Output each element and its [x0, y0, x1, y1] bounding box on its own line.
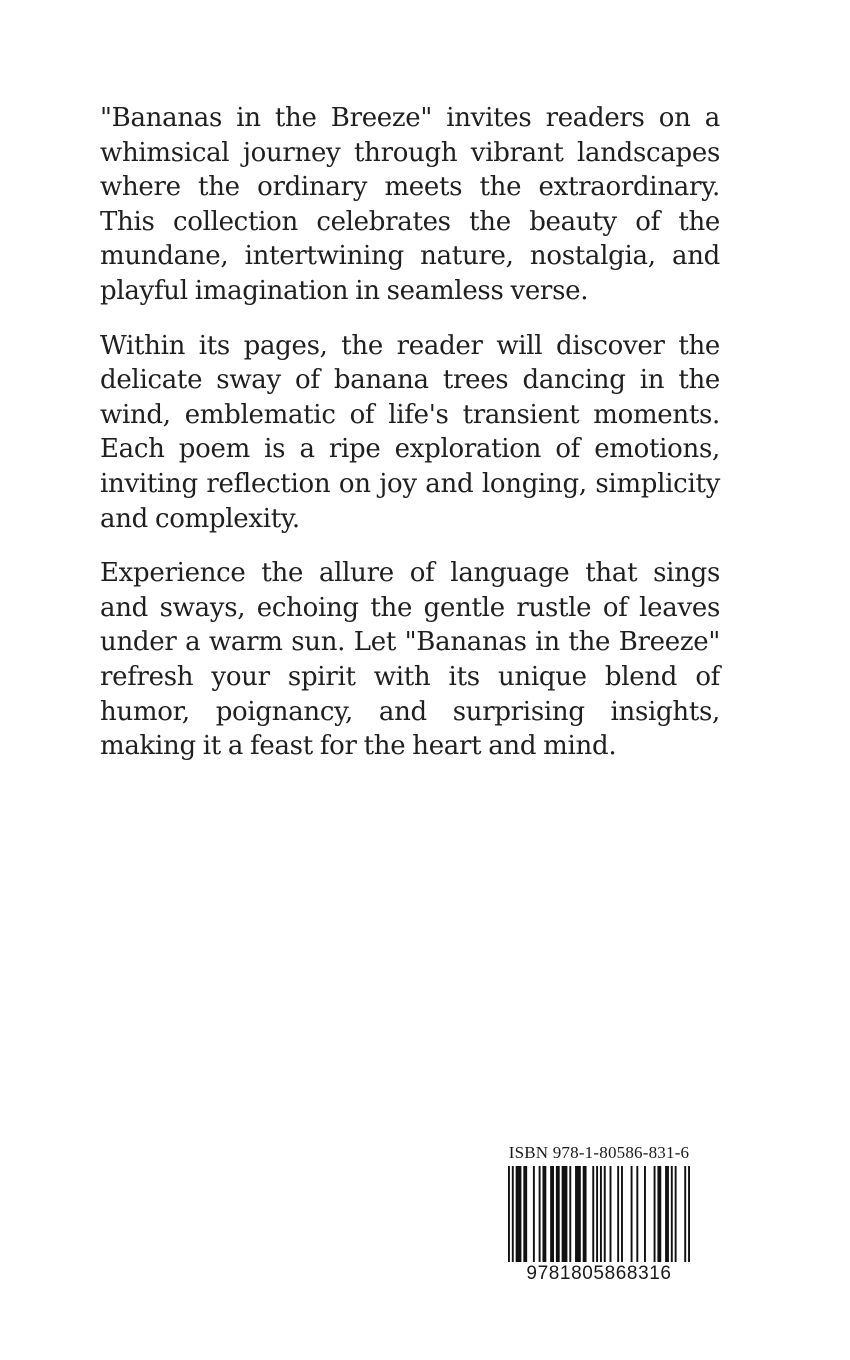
- isbn-barcode: [508, 1143, 690, 1285]
- barcode-bar: [671, 1166, 673, 1262]
- barcode-bar: [592, 1166, 594, 1262]
- barcode-bar: [644, 1166, 646, 1262]
- barcode-bar: [631, 1166, 633, 1262]
- book-description: [100, 101, 720, 784]
- description-paragraph-2: Within its pages, the reader will discover the delicate sway of banana trees dancing in the wind, emblematic of life's transient moments. Each poem is a ripe exploration of emotions, inviting reflection on joy and longing, simplicity and complexity.: [100, 330, 720, 534]
- barcode-bar: [688, 1166, 690, 1262]
- barcode-bars: [508, 1166, 690, 1262]
- barcode-bar: [539, 1166, 541, 1262]
- barcode-bar: [550, 1166, 554, 1262]
- description-paragraph-1: "Bananas in the Breeze" invites readers on a whimsical journey through vibrant landscapes where the ordinary meets the extraordinary. This collection celebrates the beauty of the mundane, intertwining nature, nostalgia, and playful imagination in seamless verse.: [100, 103, 720, 306]
- barcode-bar: [621, 1166, 623, 1262]
- barcode-bar: [604, 1166, 606, 1262]
- barcode-bar: [575, 1166, 581, 1262]
- barcode-bar: [556, 1166, 560, 1262]
- barcode-bar: [675, 1166, 677, 1262]
- isbn-label: ISBN 978-1-80586-831-6: [508, 1143, 690, 1162]
- barcode-bar: [654, 1166, 656, 1262]
- barcode-bar: [684, 1166, 686, 1262]
- barcode-bar: [600, 1166, 602, 1262]
- barcode-bar: [542, 1166, 546, 1262]
- barcode-bar: [533, 1166, 535, 1262]
- barcode-bar: [617, 1166, 619, 1262]
- barcode-bar: [569, 1166, 571, 1262]
- barcode-bar: [508, 1166, 510, 1262]
- barcode-bar: [665, 1166, 669, 1262]
- barcode-bar: [516, 1166, 522, 1262]
- barcode-bar: [523, 1166, 527, 1262]
- barcode-bar: [610, 1166, 612, 1262]
- barcode-digits: 9781805868316: [526, 1263, 672, 1284]
- barcode-bar: [562, 1166, 568, 1262]
- barcode-bar: [657, 1166, 661, 1262]
- description-paragraph-3: Experience the allure of language that sings and sways, echoing the gentle rustle of leaves under a warm sun. Let "Bananas in the Breeze" refresh your spirit with its unique blend of humor, poignancy, and surprising insights, making it a feast for the heart and mind.: [100, 558, 720, 762]
- barcode-bar: [636, 1166, 638, 1262]
- barcode-bar: [512, 1166, 514, 1262]
- barcode-bar: [583, 1166, 587, 1262]
- barcode-bar: [596, 1166, 598, 1262]
